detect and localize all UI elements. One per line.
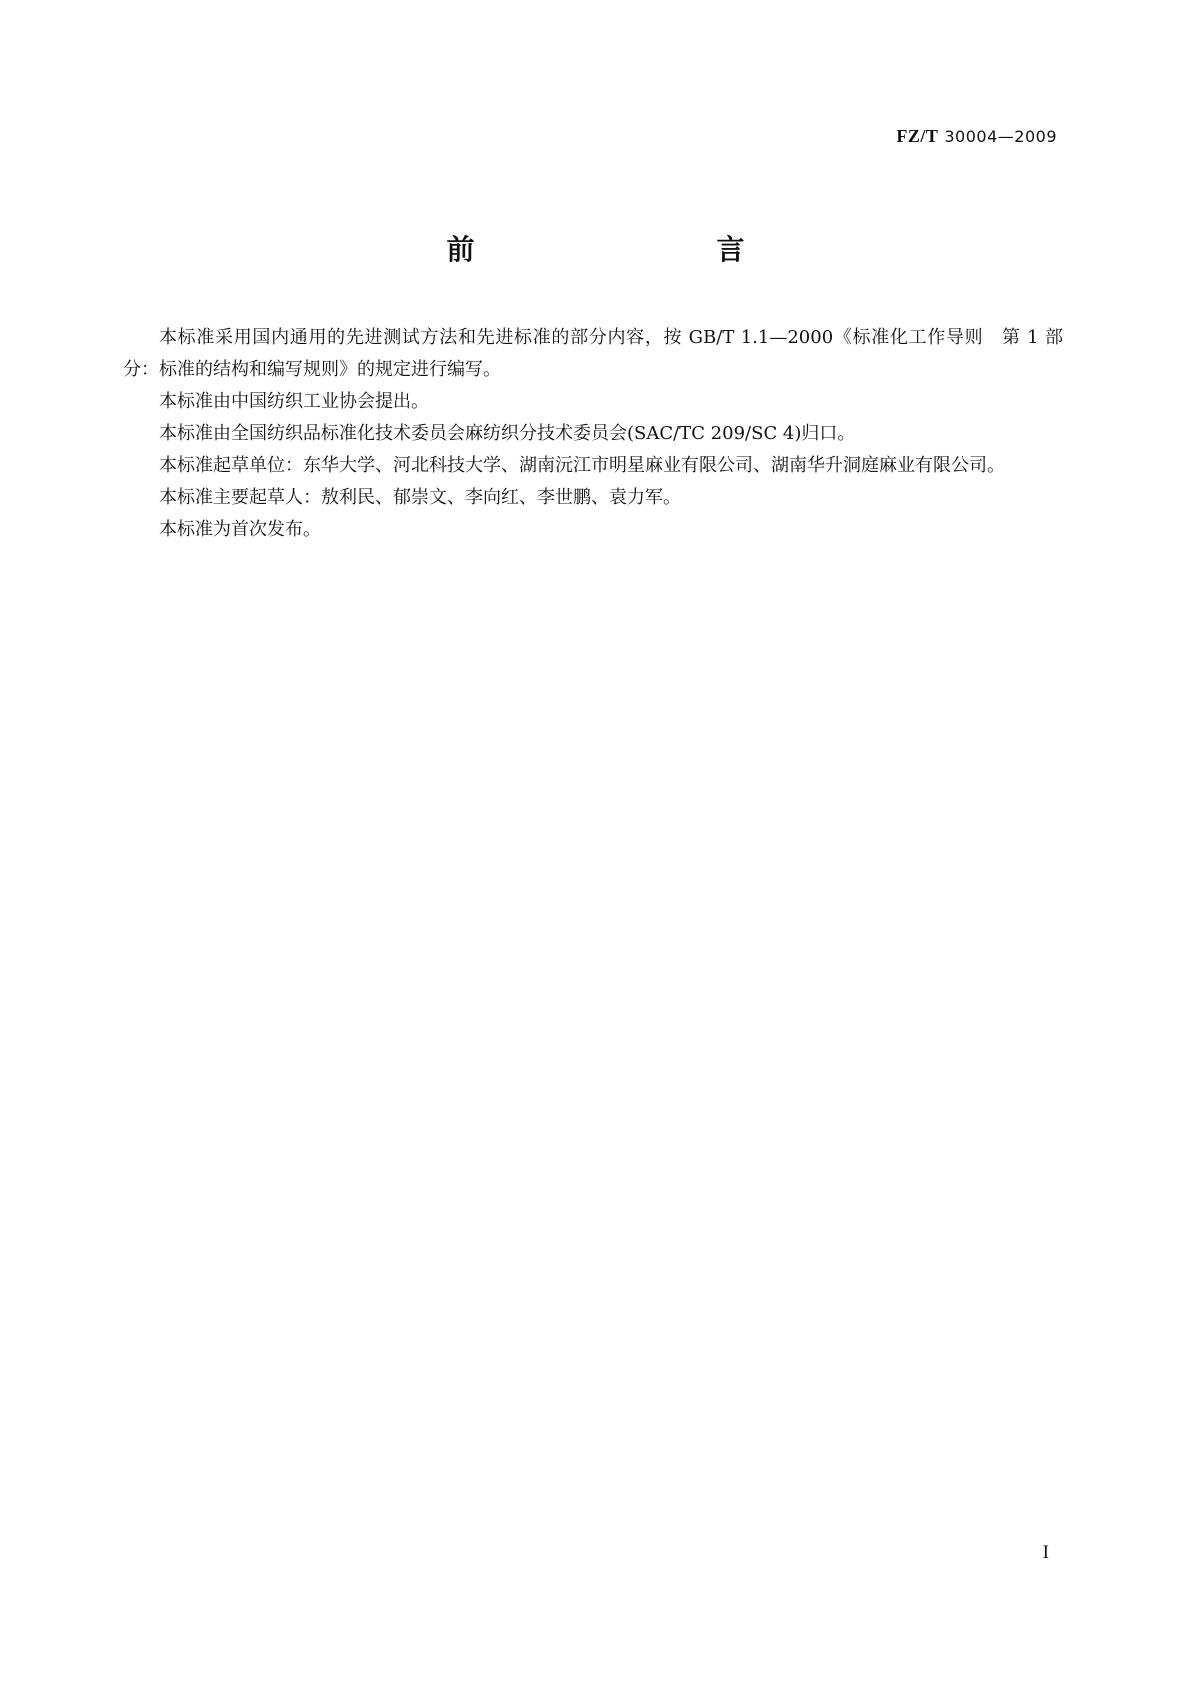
standard-number xyxy=(896,126,1057,147)
paragraph-drafters: 本标准主要起草人：敖利民、郁崇文、李向红、李世鹏、袁力军。 xyxy=(159,487,681,508)
page-number: I xyxy=(1042,1542,1049,1563)
foreword-body xyxy=(123,322,1063,546)
standard-code: FZ/T xyxy=(896,126,939,146)
paragraph-administration: 本标准由全国纺织品标准化技术委员会麻纺织分技术委员会(SAC/TC 209/SC 4)归口。 xyxy=(159,423,856,444)
paragraph-drafting-units: 本标准起草单位：东华大学、河北科技大学、湖南沅江市明星麻业有限公司、湖南华升洞庭麻业有限公司。 xyxy=(159,455,1005,476)
standard-number-value: 30004—2009 xyxy=(944,127,1057,146)
paragraph-drafting-rules: 本标准采用国内通用的先进测试方法和先进标准的部分内容，按 GB/T 1.1—2000《标准化工作导则 第 1 部分：标准的结构和编写规则》的规定进行编写。 xyxy=(123,327,1063,380)
page-title: 前 言 xyxy=(446,233,807,266)
paragraph-first-release: 本标准为首次发布。 xyxy=(159,519,321,540)
paragraph-proposer: 本标准由中国纺织工业协会提出。 xyxy=(159,391,429,412)
